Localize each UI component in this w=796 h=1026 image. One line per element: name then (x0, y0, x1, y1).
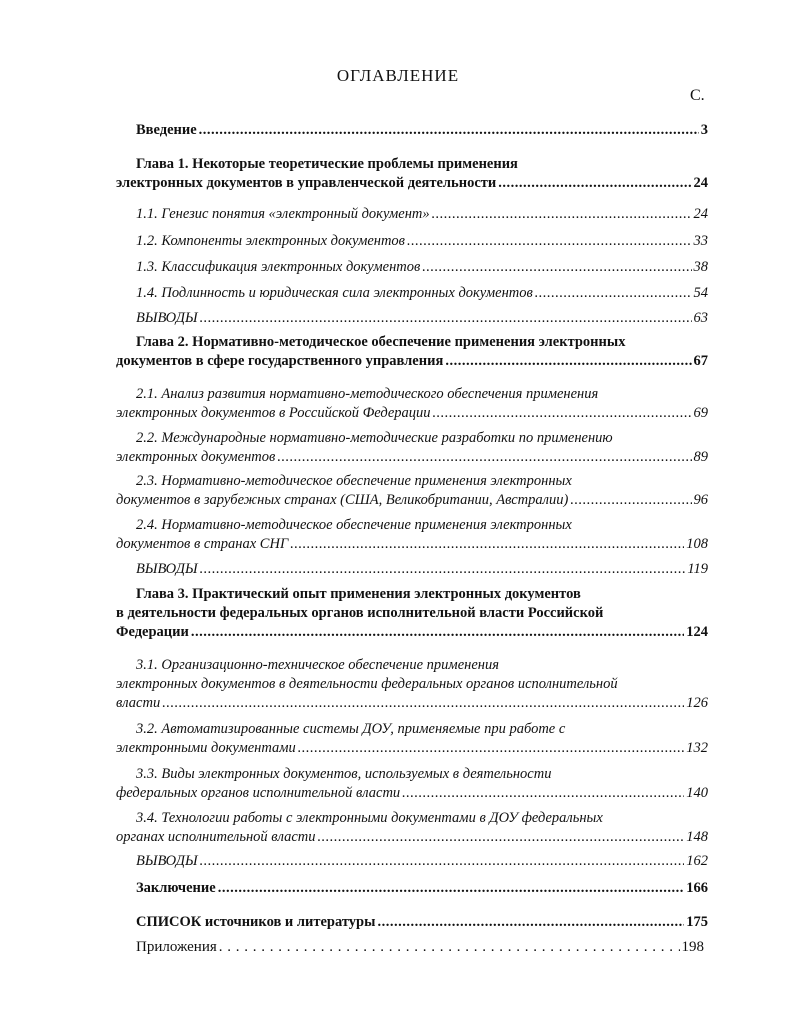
toc-entry-chapter-1[interactable] (116, 155, 708, 193)
entry-page: 126 (686, 695, 708, 711)
entry-page: 33 (693, 233, 708, 249)
entry-title: ВЫВОДЫ (136, 853, 198, 869)
dot-leader (433, 404, 692, 423)
entry-title-line2: в деятельности федеральных органов исполнительной власти Российской (116, 605, 604, 621)
page-title: ОГЛАВЛЕНИЕ (336, 66, 460, 85)
entry-page: 119 (687, 561, 708, 577)
entry-page: 166 (686, 880, 708, 896)
entry-title-line1: 3.2. Автоматизированные системы ДОУ, применяемые при работе с (136, 721, 566, 737)
entry-page: 69 (693, 405, 708, 421)
toc-entry-1-3[interactable] (136, 258, 708, 277)
toc-entry-sources[interactable] (136, 913, 708, 932)
toc-entry-chapter-3[interactable] (116, 585, 708, 642)
dot-leader (422, 258, 691, 277)
toc-entry-1-4[interactable] (136, 284, 708, 303)
entry-title: Введение (136, 122, 197, 138)
entry-title-line2: органах исполнительной власти (116, 829, 316, 845)
toc-entry-2-3[interactable] (116, 472, 708, 510)
entry-title-line2: документов в сфере государственного управления (116, 353, 444, 369)
dot-leader (218, 879, 685, 898)
toc-entry-3-2[interactable] (116, 720, 708, 758)
dot-leader (277, 448, 691, 467)
toc-entry-1-2[interactable] (136, 232, 708, 251)
entry-title-line1: Глава 2. Нормативно-методическое обеспечение применения электронных (136, 334, 626, 350)
dot-leader (535, 284, 692, 303)
toc-entry-2-2[interactable] (116, 429, 708, 467)
entry-page: 140 (686, 785, 708, 801)
entry-title-line1: 3.1. Организационно-техническое обеспечение применения (136, 657, 499, 673)
entry-title-line3: Федерации (116, 624, 189, 640)
toc-entry-conclusions-2[interactable] (136, 560, 708, 579)
toc-entry-appendix[interactable] (136, 938, 704, 957)
entry-page: 24 (693, 206, 708, 222)
dot-leader (402, 784, 684, 803)
entry-title-line2: электронных документов в Российской Федерации (116, 405, 431, 421)
toc-entry-conclusion[interactable] (136, 879, 708, 898)
toc-entry-conclusions-1[interactable] (136, 309, 708, 328)
dot-leader (432, 205, 692, 224)
entry-page: 108 (686, 536, 708, 552)
dot-leader (570, 491, 691, 510)
dot-leader (318, 828, 685, 847)
entry-page: 63 (693, 310, 708, 326)
entry-title-line1: 2.3. Нормативно-методическое обеспечение применения электронных (136, 473, 572, 489)
toc-entry-3-1[interactable] (116, 656, 708, 713)
dot-leader (498, 174, 691, 193)
entry-page: 198 (681, 939, 704, 955)
entry-page: 67 (693, 353, 708, 369)
page-column-label: С. (690, 87, 705, 104)
entry-title-line1: Глава 1. Некоторые теоретические проблемы применения (136, 156, 518, 172)
entry-title: 1.2. Компоненты электронных документов (136, 233, 405, 249)
entry-title-line1: 3.3. Виды электронных документов, используемых в деятельности (136, 766, 552, 782)
toc-entry-3-3[interactable] (116, 765, 708, 803)
entry-title-line1: 2.1. Анализ развития нормативно-методического обеспечения применения (136, 386, 599, 402)
entry-title-line1: 2.2. Международные нормативно-методические разработки по применению (136, 430, 613, 446)
toc-entry-3-4[interactable] (116, 809, 708, 847)
dot-leader (162, 694, 684, 713)
entry-page: 162 (686, 853, 708, 869)
entry-page: 124 (686, 624, 708, 640)
dot-leader (200, 560, 686, 579)
dot-leader (219, 938, 680, 957)
entry-page: 132 (686, 740, 708, 756)
entry-page: 148 (686, 829, 708, 845)
entry-title-line2: электронных документов (116, 449, 276, 465)
toc-entry-conclusions-3[interactable] (136, 852, 708, 871)
dot-leader (445, 352, 691, 371)
entry-title: ВЫВОДЫ (136, 310, 198, 326)
dot-leader (200, 852, 685, 871)
toc-entry-intro[interactable] (136, 121, 708, 140)
entry-page: 54 (693, 285, 708, 301)
entry-title: Заключение (136, 880, 216, 896)
dot-leader (200, 309, 692, 328)
entry-title-line2: документов в зарубежных странах (США, Великобритании, Австралии) (116, 492, 569, 508)
entry-page: 24 (693, 175, 708, 191)
entry-title-line1: Глава 3. Практический опыт применения электронных документов (136, 586, 581, 602)
entry-title: СПИСОК источников и литературы (136, 914, 376, 930)
entry-page: 3 (700, 122, 708, 138)
entry-title: 1.4. Подлинность и юридическая сила электронных документов (136, 285, 533, 301)
toc-entry-1-1[interactable] (136, 205, 708, 224)
entry-page: 175 (686, 914, 708, 930)
entry-title-line2: электронных документов в управленческой деятельности (116, 175, 497, 191)
dot-leader (199, 121, 699, 140)
entry-title-line2: документов в странах СНГ (116, 536, 289, 552)
dot-leader (298, 739, 684, 758)
entry-title: 1.1. Генезис понятия «электронный документ» (136, 206, 430, 222)
entry-title: Приложения (136, 939, 217, 955)
dot-leader (377, 913, 684, 932)
dot-leader (290, 535, 684, 554)
entry-title-line2: федеральных органов исполнительной власти (116, 785, 401, 801)
entry-page: 96 (693, 492, 708, 508)
entry-title-line3: власти (116, 695, 161, 711)
entry-title: 1.3. Классификация электронных документов (136, 259, 421, 275)
entry-title-line1: 2.4. Нормативно-методическое обеспечение применения электронных (136, 517, 572, 533)
entry-title-line2: электронными документами (116, 740, 296, 756)
entry-page: 89 (693, 449, 708, 465)
toc-entry-2-1[interactable] (116, 385, 708, 423)
entry-title-line2: электронных документов в деятельности федеральных органов исполнительной (116, 676, 618, 692)
entry-title-line1: 3.4. Технологии работы с электронными документами в ДОУ федеральных (136, 810, 603, 826)
entry-title: ВЫВОДЫ (136, 561, 198, 577)
entry-page: 38 (693, 259, 708, 275)
toc-entry-chapter-2[interactable] (116, 333, 708, 371)
dot-leader (407, 232, 692, 251)
toc-entry-2-4[interactable] (116, 516, 708, 554)
dot-leader (191, 623, 684, 642)
